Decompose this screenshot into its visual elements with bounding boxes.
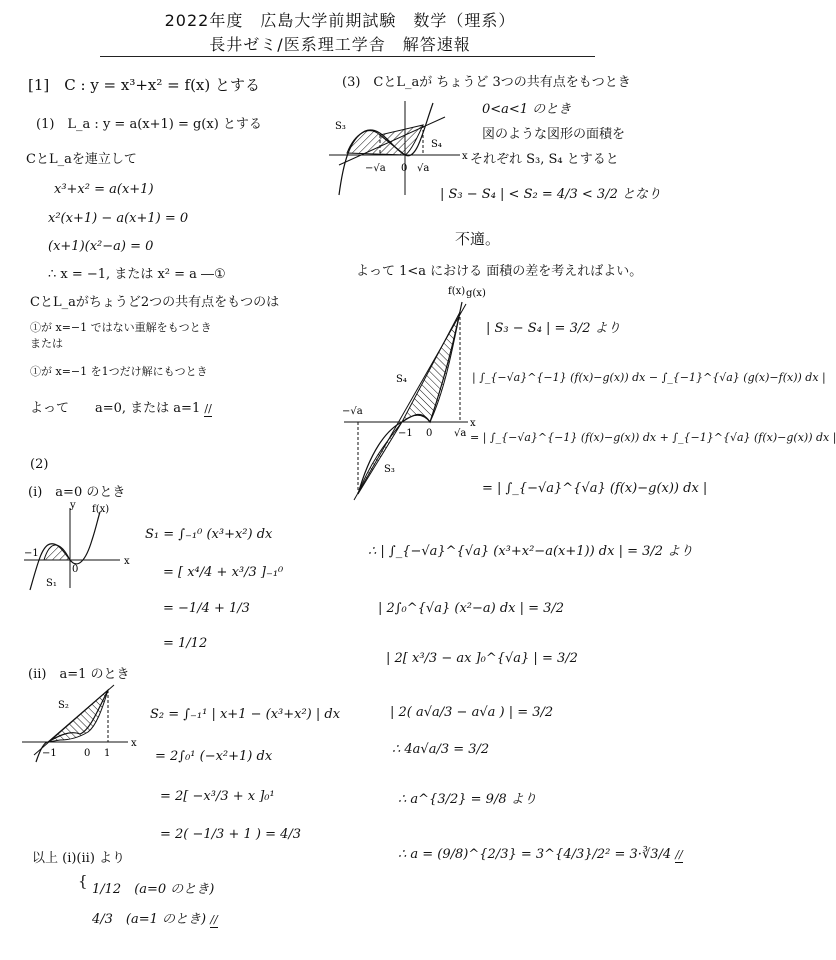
graph-case-large-a [340,282,486,522]
tick-sqrt-a: √a [454,428,467,439]
s2-result: = 2( −1/3 + 1 ) = 4/3 [160,827,302,842]
equation-3: (x+1)(x²−a) = 0 [48,239,154,254]
integral-diff: | ∫_{−√a}^{−1} (f(x)−g(x)) dx − ∫_{−1}^{√a} (g(x)−f(x)) dx | [472,371,826,384]
antiderivative: | 2[ x³/3 − ax ]₀^{√a} | = 3/2 [386,651,578,666]
equation-2: x²(x+1) − a(x+1) = 0 [48,211,189,226]
integral-combined: = | ∫_{−√a}^{√a} (f(x)−g(x)) dx | [482,481,708,496]
s2-step-2: = 2[ −x³/3 + x ]₀¹ [160,789,275,804]
tick-minus-1: −1 [398,428,413,439]
s1-step-1: = [ x⁴/4 + x³/3 ]₋₁⁰ [163,565,284,580]
area-diff-condition: | S₃ − S₄ | = 3/2 より [486,321,621,336]
simplified: ∴ 4a√a/3 = 3/2 [392,742,490,757]
s4-label: S₄ [431,139,442,150]
part-1-line: (1) L_a : y = a(x+1) = g(x) とする [36,117,262,132]
equation-4: ∴ x = −1, または x² = a ―① [48,267,226,282]
s4-label: S₄ [396,374,407,385]
s3-region [358,422,402,494]
s2-integral: S₂ = ∫₋₁¹ | x+1 − (x³+x²) | dx [150,707,341,722]
problem-1-statement: [1] C : y = x³+x² = f(x) とする [28,76,260,94]
line-la [34,685,114,755]
part-3-intro: (3) CとL_aが ちょうど 3つの共有点をもつとき [342,75,631,90]
tick-minus-1: −1 [42,748,57,759]
summary-case-2-text: 4/3 (a=1 のとき) [92,912,207,927]
area-inequality: | S₃ − S₄ | < S₂ = 4/3 < 3/2 となり [440,187,661,202]
x-axis-label: x [470,418,476,429]
x-axis-label: x [131,738,137,749]
part-1-answer-text: よって a=0, または a=1 [30,401,201,416]
integral-sum: = | ∫_{−√a}^{−1} (f(x)−g(x)) dx + ∫_{−1}^{√a} (f(x)−g(x)) dx | [470,431,836,444]
origin-label: 0 [426,428,433,439]
s2-label: S₂ [58,700,69,711]
tick-minus-1: −1 [24,548,39,559]
s4-region [402,312,460,422]
tick-neg-sqrt-a: −√a [342,406,363,417]
final-answer [398,848,683,861]
summary-brace: { [78,872,88,890]
header-divider [100,56,595,57]
power-eq: ∴ a^{3/2} = 9/8 より [398,792,537,807]
figure-note: 図のような図形の面積を [482,127,626,142]
y-axis-label: y [70,500,76,511]
unsuitable: 不適。 [455,230,501,248]
curve-g-label: g(x) [466,288,486,299]
condition-intro: CとL_aがちょうど2つの共有点をもつのは [30,295,280,310]
s1-region [44,545,70,560]
part-2-label: (2) [30,457,49,472]
tick-1: 1 [104,748,111,759]
origin-label: 0 [401,163,408,174]
end-mark: // [675,848,683,861]
line-la [354,304,466,500]
condition-a: ①が x=−1 ではない重解をもつとき [30,321,212,334]
tick-neg-sqrt-a: −√a [365,163,386,174]
x-axis-label: x [124,556,130,567]
page-title: 2022年度 広島大学前期試験 数学（理系） [164,11,516,30]
s1-step-2: = −1/4 + 1/3 [163,601,250,616]
area-names: それぞれ S₃, S₄ とすると [470,152,619,167]
s2-step-1: = 2∫₀¹ (−x²+1) dx [155,749,273,764]
integral-polynomial: ∴ | ∫_{−√a}^{√a} (x³+x²−a(x+1)) dx | = 3/2 より [368,544,694,559]
s1-integral: S₁ = ∫₋₁⁰ (x³+x²) dx [145,527,273,542]
condition-or: または [30,337,63,350]
condition-b: ①が x=−1 を1つだけ解にもつとき [30,365,208,378]
s3-label: S₃ [335,121,346,132]
integral-even: | 2∫₀^{√a} (x²−a) dx | = 3/2 [378,601,565,616]
summary-case-2 [92,913,218,926]
curve-label: f(x) [92,504,110,515]
graph-a1 [18,680,143,775]
x-axis-label: x [462,151,468,162]
final-answer-text: ∴ a = (9/8)^{2/3} = 3^{4/3}/2² = 3·∛3/4 [398,847,672,862]
solve-intro: CとL_aを連立して [26,152,137,167]
page-subtitle: 長井ゼミ/医系理工学舎 解答速報 [209,35,471,54]
s1-label: S₁ [46,578,57,589]
origin-label: 0 [84,748,91,759]
tick-sqrt-a: √a [417,163,430,174]
evaluated: | 2( a√a/3 − a√a ) | = 3/2 [390,705,554,720]
equation-1: x³+x² = a(x+1) [54,182,154,197]
summary-intro: 以上 (i)(ii) より [32,851,126,866]
case-0-a-1: 0<a<1 のとき [482,102,572,117]
case-ii-label: (ii) a=1 のとき [28,667,130,682]
summary-case-1: 1/12 (a=0 のとき) [92,882,215,897]
graph-a0 [20,500,140,595]
curve-f-label: f(x) [448,286,466,297]
s1-result: = 1/12 [163,636,208,651]
origin-label: 0 [72,564,79,575]
case-i-label: (i) a=0 のとき [28,485,126,500]
part-1-answer [30,402,212,415]
graph-case-small-a [325,95,470,205]
end-mark: // [204,402,212,415]
case-a-gt-1: よって 1<a における 面積の差を考えればよい。 [356,264,643,279]
end-mark: // [210,913,218,926]
s3-label: S₃ [384,464,395,475]
